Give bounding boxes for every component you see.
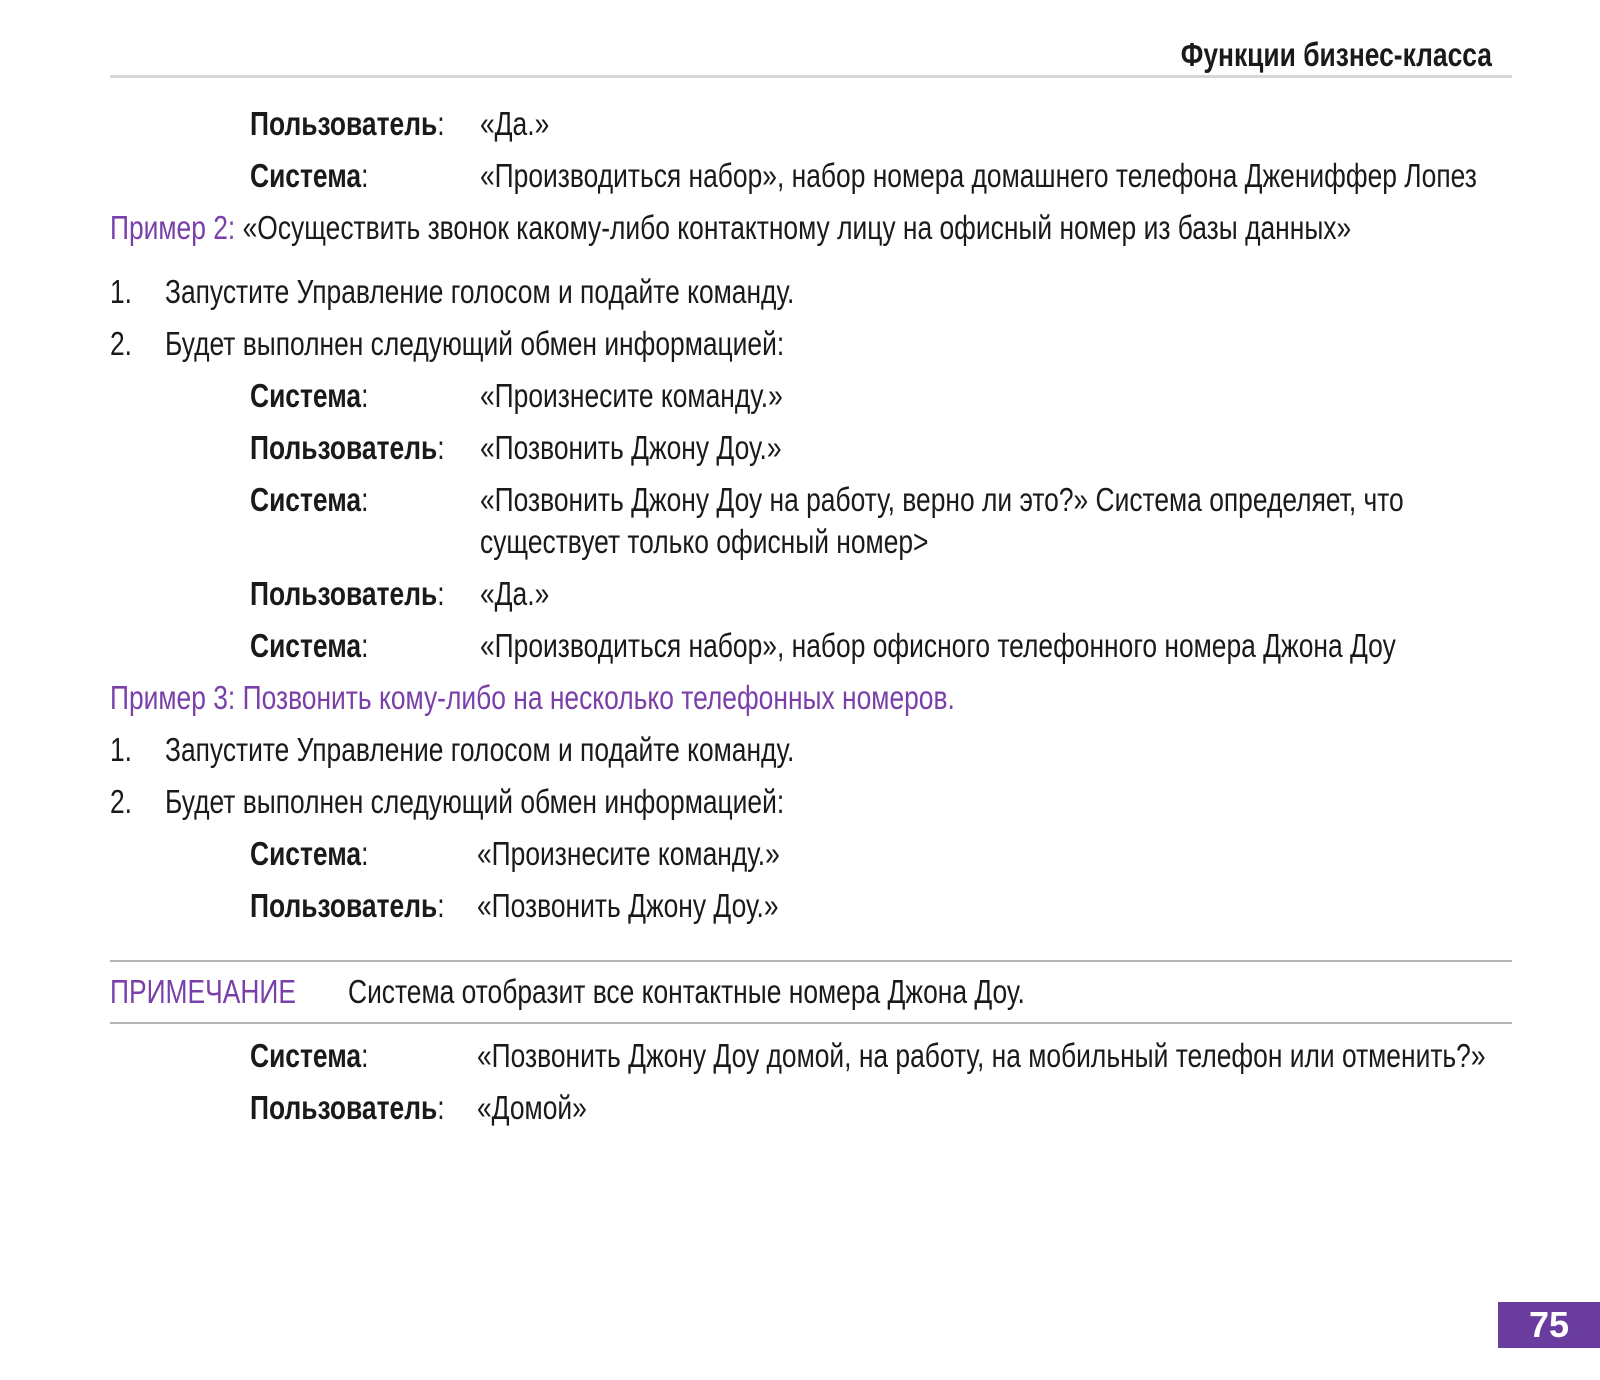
- header-divider: [110, 75, 1512, 78]
- dialog-utterance: «Да.»: [480, 575, 550, 612]
- dialog-utterance: «Позвонить Джону Доу.»: [480, 429, 782, 466]
- dialog-utterance: «Произнесите команду.»: [477, 835, 780, 872]
- note-bottom-divider: [110, 1022, 1512, 1024]
- step-text: Запустите Управление голосом и подайте команду.: [165, 273, 795, 310]
- note-top-divider: [110, 960, 1512, 962]
- step-number: 1.: [110, 731, 133, 768]
- dialog-speaker: Система:: [250, 157, 369, 194]
- dialog-utterance-continuation: существует только офисный номер>: [480, 523, 929, 560]
- dialog-utterance: «Производиться набор», набор номера домашнего телефона Джениффер Лопез: [480, 157, 1477, 194]
- dialog-utterance: «Позвонить Джону Доу на работу, верно ли это?» Система определяет, что: [480, 481, 1404, 518]
- step-number: 1.: [110, 273, 133, 310]
- dialog-utterance: «Производиться набор», набор офисного телефонного номера Джона Доу: [480, 627, 1396, 664]
- example-2-label: Пример 2:: [110, 209, 236, 246]
- dialog-utterance: «Домой»: [477, 1089, 587, 1126]
- example-3-heading: Пример 3: Позвонить кому-либо на несколько телефонных номеров.: [110, 679, 955, 716]
- dialog-utterance: «Позвонить Джону Доу домой, на работу, на мобильный телефон или отменить?»: [477, 1037, 1486, 1074]
- step-number: 2.: [110, 783, 133, 820]
- dialog-speaker: Пользователь:: [250, 105, 445, 142]
- page-header-title: Функции бизнес-класса: [1180, 36, 1492, 73]
- step-text: Запустите Управление голосом и подайте команду.: [165, 731, 795, 768]
- dialog-speaker: Пользователь:: [250, 887, 445, 924]
- dialog-speaker: Система:: [250, 835, 369, 872]
- dialog-utterance: «Позвонить Джону Доу.»: [477, 887, 779, 924]
- step-number: 2.: [110, 325, 133, 362]
- dialog-speaker: Пользователь:: [250, 429, 445, 466]
- step-text: Будет выполнен следующий обмен информацией:: [165, 325, 785, 362]
- example-2-text: «Осуществить звонок какому-либо контактному лицу на офисный номер из базы данных»: [242, 209, 1352, 246]
- example-2-heading: [110, 208, 1600, 248]
- dialog-utterance: «Произнесите команду.»: [480, 377, 783, 414]
- note-label: ПРИМЕЧАНИЕ: [110, 973, 297, 1010]
- dialog-speaker: Пользователь:: [250, 1089, 445, 1126]
- dialog-utterance: «Да.»: [480, 105, 550, 142]
- step-text: Будет выполнен следующий обмен информацией:: [165, 783, 785, 820]
- dialog-speaker: Система:: [250, 1037, 369, 1074]
- dialog-speaker: Система:: [250, 481, 369, 518]
- note-text: Система отобразит все контактные номера Джона Доу.: [348, 973, 1025, 1010]
- dialog-speaker: Система:: [250, 377, 369, 414]
- page-number-badge: 75: [1498, 1302, 1600, 1348]
- dialog-speaker: Пользователь:: [250, 575, 445, 612]
- dialog-speaker: Система:: [250, 627, 369, 664]
